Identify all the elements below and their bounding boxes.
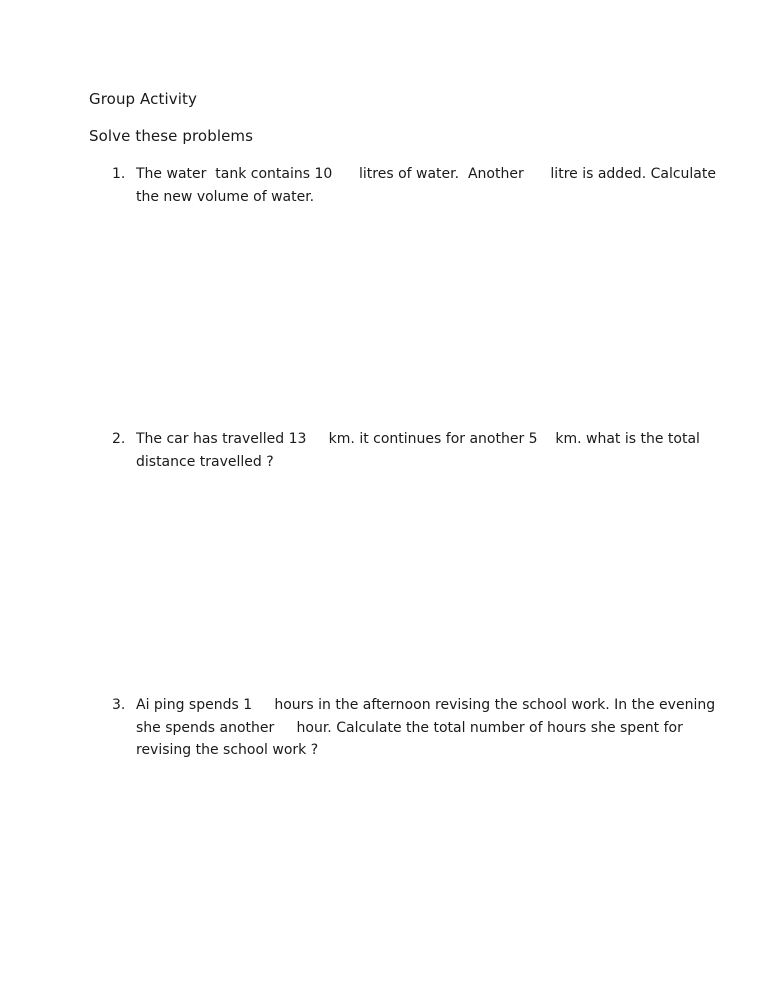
problem-number: 2. xyxy=(112,431,126,447)
problem-line: she spends another hour. Calculate the total number of hours she spent for xyxy=(136,719,683,736)
instruction-text: Solve these problems xyxy=(89,127,254,145)
problem-line: distance travelled ? xyxy=(136,453,274,470)
problem-text xyxy=(136,428,700,473)
problem-text xyxy=(136,163,716,208)
problem-line: Ai ping spends 1 hours in the afternoon revising the school work. In the evening xyxy=(136,697,716,713)
problem-number: 3. xyxy=(112,697,126,713)
problem-line: The water tank contains 10 litres of water. Another litre is added. Calculate xyxy=(136,166,716,182)
page-title: Group Activity xyxy=(89,90,197,108)
problem-line: the new volume of water. xyxy=(136,188,315,205)
problem-text xyxy=(136,694,716,762)
problem-line: The car has travelled 13 km. it continues for another 5 km. what is the total xyxy=(136,431,700,447)
problem-number: 1. xyxy=(112,166,126,182)
problem-line: revising the school work ? xyxy=(136,742,319,758)
